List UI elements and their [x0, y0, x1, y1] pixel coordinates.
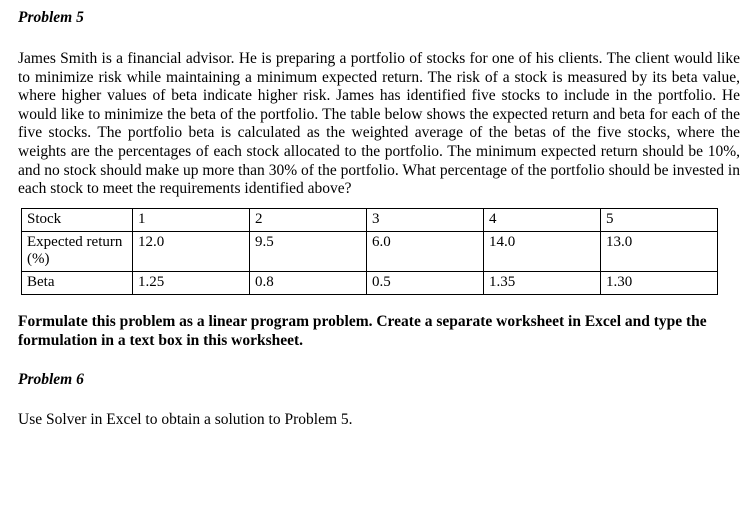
table-cell: 5	[601, 208, 718, 231]
table-cell: 0.8	[250, 271, 367, 294]
problem-5-task: Formulate this problem as a linear program problem. Create a separate worksheet in Excel and type the formulation in a text box in this worksheet.	[18, 312, 707, 349]
document-page	[18, 8, 740, 429]
problem-5-heading: Problem 5	[18, 9, 84, 26]
row-label-expected-return: Expected return (%)	[22, 231, 133, 271]
problem-6-heading: Problem 6	[18, 370, 84, 388]
table-row	[22, 271, 718, 294]
table-cell: 6.0	[367, 231, 484, 271]
table-cell: 4	[484, 208, 601, 231]
row-label-stock: Stock	[22, 208, 133, 231]
table-cell: 12.0	[133, 231, 250, 271]
table-cell: 0.5	[367, 271, 484, 294]
table-cell: 1.25	[133, 271, 250, 294]
table-cell: 3	[367, 208, 484, 231]
row-label-beta: Beta	[22, 271, 133, 294]
table-cell: 1.35	[484, 271, 601, 294]
table-row	[22, 231, 718, 271]
table-cell: 1	[133, 208, 250, 231]
table-cell: 14.0	[484, 231, 601, 271]
table-cell: 13.0	[601, 231, 718, 271]
problem-5-description: James Smith is a financial advisor. He is preparing a portfolio of stocks for one of his clients. The client would like to minimize risk while maintaining a minimum expected return. The risk of a stock is measured by its beta value, where higher values of beta indicate higher risk. James has identified five stocks to include in the portfolio. He would like to minimize the beta of the portfolio. The table below shows the expected return and beta for each of the five stocks. The portfolio beta is calculated as the weighted average of the betas of the five stocks, where the weights are the percentages of each stock allocated to the portfolio. The minimum expected return should be 10%, and no stock should make up more than 30% of the portfolio. What percentage of the portfolio should be invested in each stock to meet the requirements identified above?	[18, 50, 740, 198]
table-cell: 2	[250, 208, 367, 231]
table-row	[22, 208, 718, 231]
stock-table	[21, 208, 718, 295]
table-cell: 9.5	[250, 231, 367, 271]
problem-6-description: Use Solver in Excel to obtain a solution to Problem 5.	[18, 410, 353, 428]
table-cell: 1.30	[601, 271, 718, 294]
